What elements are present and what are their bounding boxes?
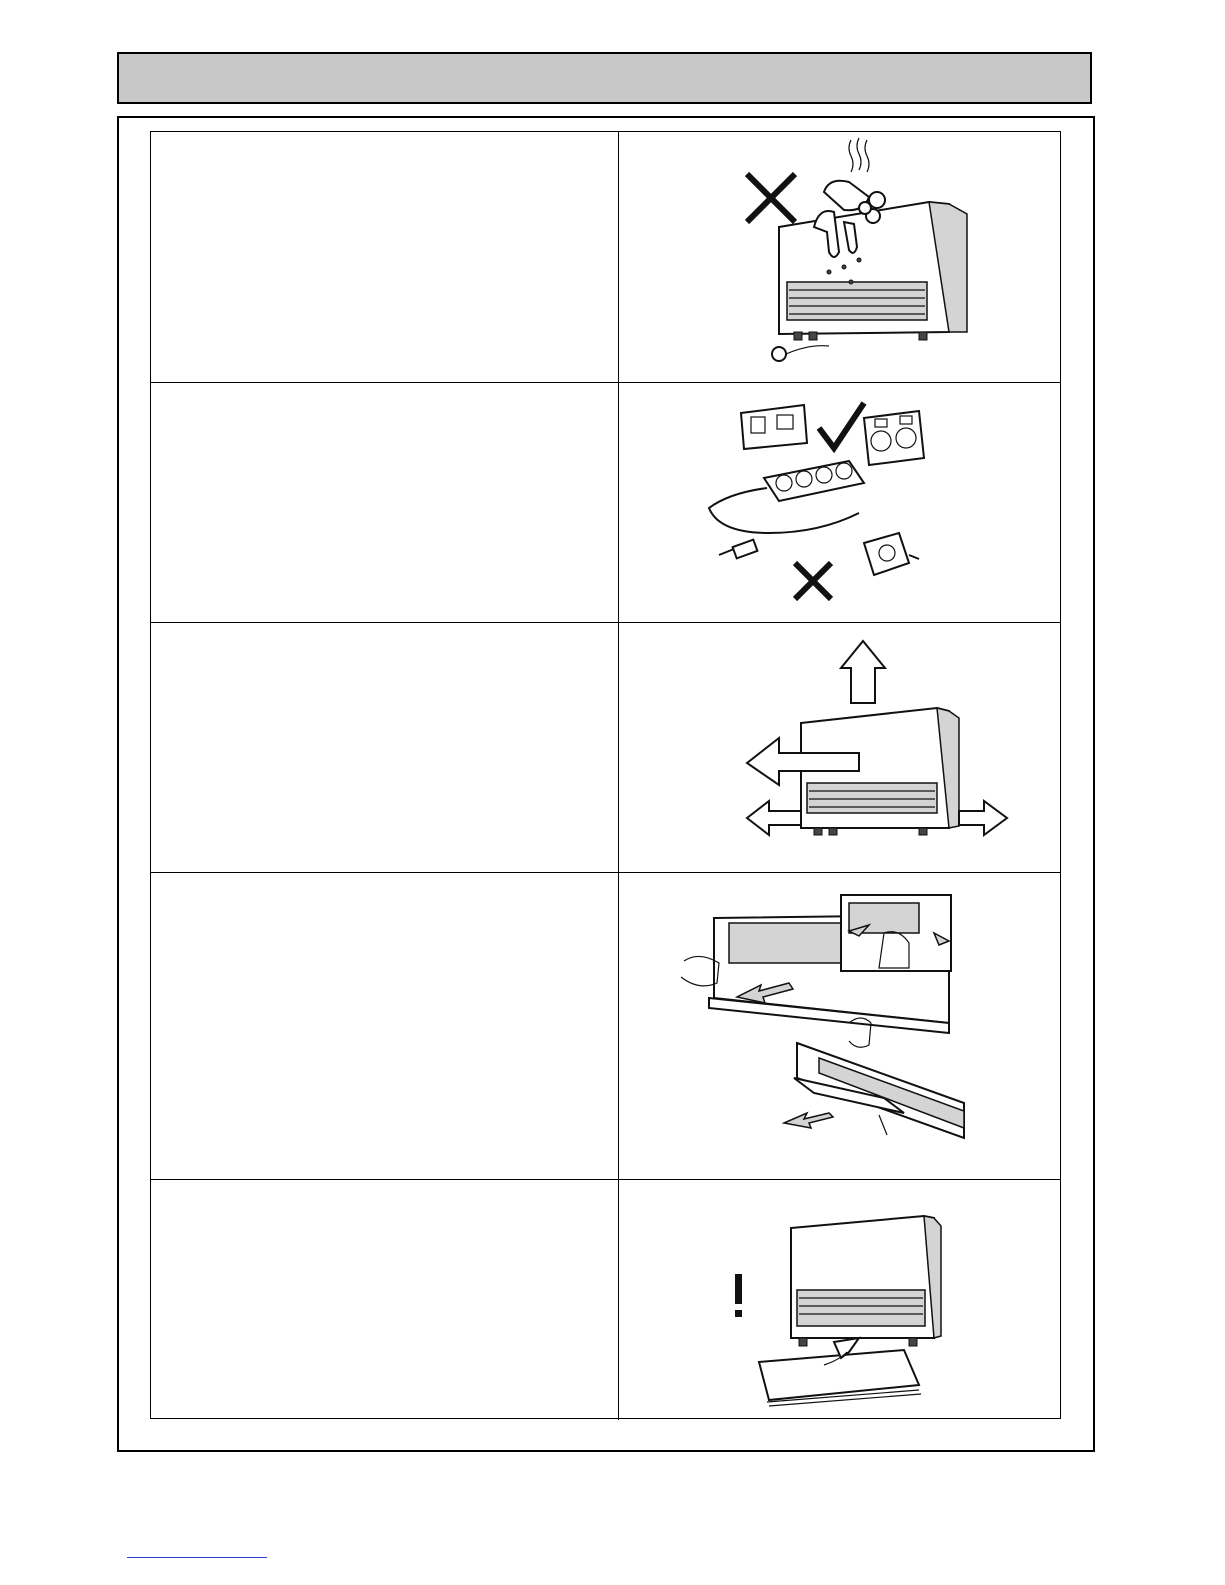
cross-mark-icon xyxy=(747,174,795,222)
filter-tray-icon xyxy=(784,1043,964,1138)
cross-mark-icon xyxy=(795,563,831,599)
caution-exclamation-icon xyxy=(735,1274,742,1317)
check-mark-icon xyxy=(819,403,864,448)
fallen-flower-icon xyxy=(772,346,829,361)
heater-vase-illustration xyxy=(619,132,1060,380)
power-board-icon xyxy=(709,461,864,533)
table-row xyxy=(151,1179,1060,1420)
instruction-text-cell xyxy=(151,132,619,382)
heater-paper-illustration xyxy=(619,1180,1060,1419)
filter-removal-illustration xyxy=(619,873,1060,1178)
heater-clearance-illustration xyxy=(619,623,1060,871)
double-wall-socket-icon xyxy=(864,411,924,465)
detail-inset-icon xyxy=(841,895,951,971)
instruction-table xyxy=(150,131,1061,1419)
table-row xyxy=(151,382,1060,622)
table-row xyxy=(151,132,1060,382)
instruction-text-cell xyxy=(151,383,619,622)
illustration-cell xyxy=(619,132,1060,382)
adapter-icon xyxy=(864,533,919,575)
footer-link-underline[interactable] xyxy=(127,1557,267,1558)
illustration-cell xyxy=(619,383,1060,622)
page-header-bar xyxy=(117,52,1092,104)
single-wall-socket-icon xyxy=(741,405,807,449)
heater-icon xyxy=(791,1216,941,1346)
illustration-cell xyxy=(619,873,1060,1179)
instruction-text-cell xyxy=(151,1180,619,1420)
power-outlet-illustration xyxy=(619,383,1060,621)
plug-icon xyxy=(719,540,757,559)
bottom-left-arrow-icon xyxy=(747,801,801,835)
instruction-text-cell xyxy=(151,623,619,872)
table-row xyxy=(151,872,1060,1179)
table-row xyxy=(151,622,1060,872)
illustration-cell xyxy=(619,1180,1060,1420)
up-arrow-icon xyxy=(841,641,885,703)
illustration-cell xyxy=(619,623,1060,872)
paper-sheet-icon xyxy=(759,1338,921,1406)
instruction-text-cell xyxy=(151,873,619,1179)
bottom-right-arrow-icon xyxy=(959,801,1007,835)
